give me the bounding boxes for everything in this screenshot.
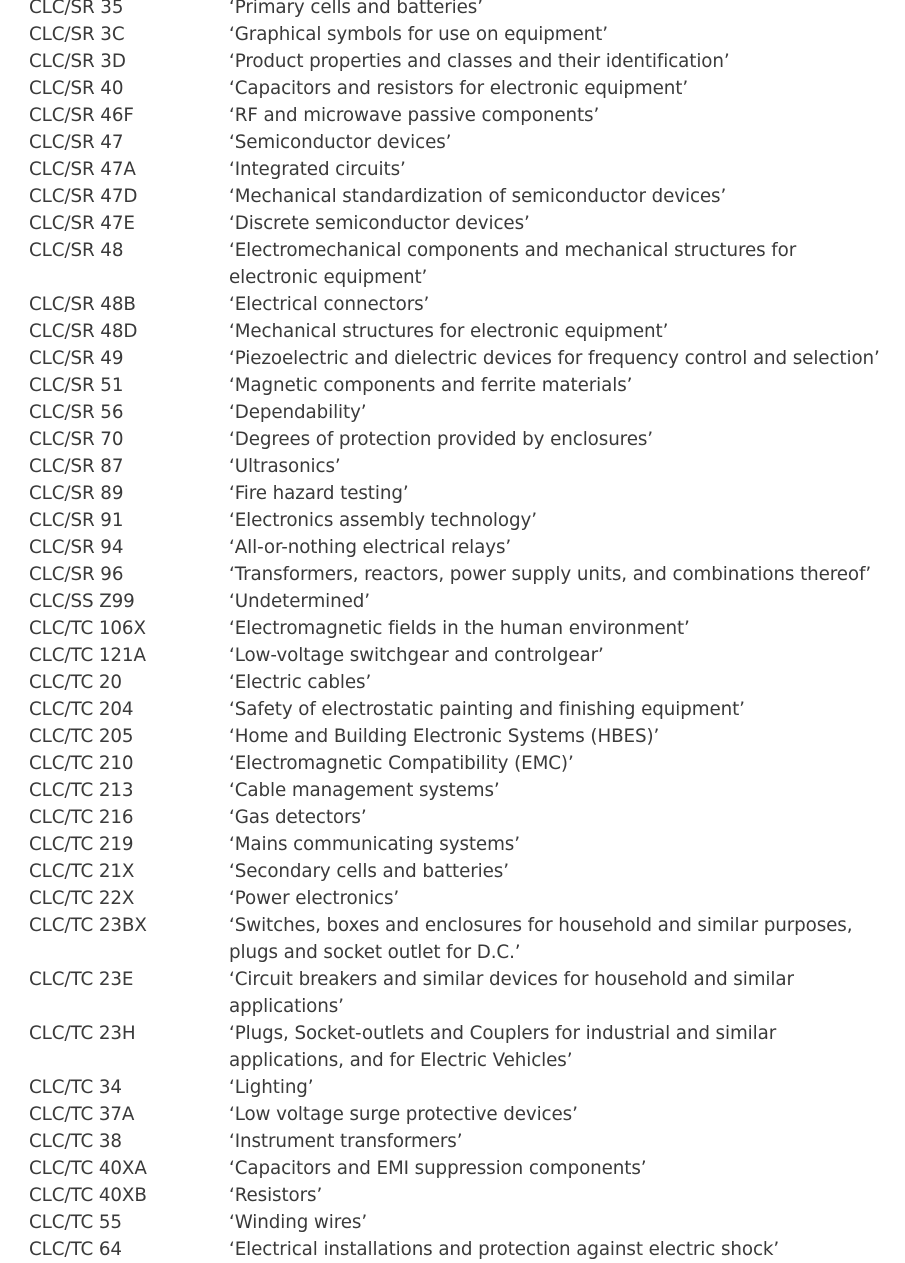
committee-title-line: ‘Integrated circuits’ [229, 159, 406, 180]
committee-code: CLC/TC 23BX [29, 915, 147, 936]
committee-code: CLC/TC 40XA [29, 1158, 147, 1179]
committee-title-line: ‘Electromechanical components and mechanical structures for [229, 240, 797, 261]
committee-code: CLC/SR 91 [29, 510, 124, 531]
committee-code: CLC/TC 216 [29, 807, 134, 828]
committee-title-line: ‘Degrees of protection provided by enclosures’ [229, 429, 653, 450]
committee-code: CLC/TC 21X [29, 861, 135, 882]
committee-title-line: ‘Primary cells and batteries’ [229, 0, 483, 18]
committee-code: CLC/SR 48 [29, 240, 124, 261]
committee-row [29, 642, 889, 669]
committee-row [29, 1209, 889, 1236]
committee-code: CLC/SR 3C [29, 24, 125, 45]
committee-title [229, 453, 889, 480]
committee-row [29, 237, 889, 291]
committee-title [229, 183, 889, 210]
committee-code: CLC/SR 48B [29, 294, 136, 315]
committee-title [229, 723, 889, 750]
committee-row [29, 48, 889, 75]
committee-code: CLC/SR 47A [29, 159, 136, 180]
committee-row [29, 912, 889, 966]
committee-title-line: ‘Switches, boxes and enclosures for household and similar purposes, [229, 915, 853, 936]
committee-title [229, 1020, 889, 1074]
committee-row [29, 534, 889, 561]
committee-title [229, 912, 889, 966]
committee-code: CLC/SR 51 [29, 375, 124, 396]
committee-title-line: ‘Resistors’ [229, 1185, 323, 1206]
committee-row [29, 21, 889, 48]
committee-title-line: ‘Low-voltage switchgear and controlgear’ [229, 645, 604, 666]
committee-title [229, 696, 889, 723]
committee-code: CLC/SR 49 [29, 348, 124, 369]
committee-title-line: applications’ [229, 996, 344, 1017]
committee-row [29, 129, 889, 156]
committee-row [29, 723, 889, 750]
committee-row [29, 588, 889, 615]
committee-code: CLC/TC 210 [29, 753, 134, 774]
committee-code: CLC/TC 37A [29, 1104, 135, 1125]
committee-title [229, 210, 889, 237]
committee-row [29, 507, 889, 534]
committee-row [29, 453, 889, 480]
committee-title-line: ‘Electromagnetic fields in the human environment’ [229, 618, 690, 639]
committee-row [29, 831, 889, 858]
committee-title [229, 1155, 889, 1182]
committee-title-line: ‘Mechanical standardization of semiconductor devices’ [229, 186, 727, 207]
committee-row [29, 372, 889, 399]
committee-title-line: ‘Electromagnetic Compatibility (EMC)’ [229, 753, 574, 774]
committee-row [29, 561, 889, 588]
committee-title-line: ‘Electrical installations and protection against electric shock’ [229, 1239, 780, 1260]
committee-title-line: ‘Plugs, Socket-outlets and Couplers for industrial and similar [229, 1023, 777, 1044]
committee-row [29, 399, 889, 426]
committee-code: CLC/TC 213 [29, 780, 134, 801]
committee-title [229, 1209, 889, 1236]
committee-code: CLC/TC 205 [29, 726, 134, 747]
committee-code: CLC/SR 87 [29, 456, 124, 477]
committee-code: CLC/SR 47E [29, 213, 135, 234]
committee-title-line: ‘Lighting’ [229, 1077, 314, 1098]
committee-row [29, 480, 889, 507]
committee-row [29, 183, 889, 210]
committee-title [229, 345, 889, 372]
committee-title [229, 237, 889, 291]
committee-title [229, 534, 889, 561]
committee-row [29, 669, 889, 696]
committee-title-line: electronic equipment’ [229, 267, 428, 288]
committee-row [29, 1236, 889, 1263]
committee-title-line: ‘Product properties and classes and their identification’ [229, 51, 730, 72]
committee-title [229, 804, 889, 831]
committee-title [229, 750, 889, 777]
committee-title-line: ‘Capacitors and EMI suppression components’ [229, 1158, 647, 1179]
committee-row [29, 426, 889, 453]
committee-code: CLC/SR 47 [29, 132, 124, 153]
committee-title-line: ‘Cable management systems’ [229, 780, 500, 801]
committee-title [229, 1074, 889, 1101]
committee-title-line: ‘Piezoelectric and dielectric devices for frequency control and selection’ [229, 348, 880, 369]
committee-title-line: ‘Mechanical structures for electronic equipment’ [229, 321, 669, 342]
committee-code: CLC/SR 94 [29, 537, 124, 558]
committee-row [29, 966, 889, 1020]
committee-title [229, 75, 889, 102]
committee-row [29, 858, 889, 885]
committee-title [229, 0, 889, 21]
committee-row [29, 750, 889, 777]
committee-title [229, 399, 889, 426]
committee-title [229, 507, 889, 534]
committee-code: CLC/SR 35 [29, 0, 124, 18]
committee-code: CLC/TC 55 [29, 1212, 122, 1233]
committee-title [229, 129, 889, 156]
committee-row [29, 1155, 889, 1182]
committee-title-line: ‘Circuit breakers and similar devices for household and similar [229, 969, 794, 990]
committee-title [229, 966, 889, 1020]
committee-row [29, 804, 889, 831]
committee-title [229, 1101, 889, 1128]
committee-title [229, 156, 889, 183]
committee-title-line: plugs and socket outlet for D.C.’ [229, 942, 521, 963]
committee-title [229, 858, 889, 885]
committee-code: CLC/TC 106X [29, 618, 146, 639]
committee-code: CLC/SS Z99 [29, 591, 135, 612]
committee-title-line: ‘Capacitors and resistors for electronic equipment’ [229, 78, 689, 99]
committee-code: CLC/TC 204 [29, 699, 134, 720]
committee-code: CLC/TC 23E [29, 969, 134, 990]
committee-code: CLC/TC 22X [29, 888, 135, 909]
committee-row [29, 102, 889, 129]
committee-title-line: applications, and for Electric Vehicles’ [229, 1050, 573, 1071]
committee-code: CLC/SR 70 [29, 429, 124, 450]
committee-title [229, 318, 889, 345]
committee-title [229, 1236, 889, 1263]
committee-title-line: ‘Mains communicating systems’ [229, 834, 520, 855]
committee-title-line: ‘Ultrasonics’ [229, 456, 341, 477]
committee-code: CLC/TC 34 [29, 1077, 122, 1098]
committee-title-line: ‘Electric cables’ [229, 672, 372, 693]
committee-title [229, 642, 889, 669]
committee-row [29, 1128, 889, 1155]
committee-title-line: ‘All-or-nothing electrical relays’ [229, 537, 512, 558]
committee-code: CLC/SR 47D [29, 186, 138, 207]
committee-title [229, 102, 889, 129]
committee-title-line: ‘Home and Building Electronic Systems (HBES)’ [229, 726, 660, 747]
committee-row [29, 75, 889, 102]
committee-row [29, 777, 889, 804]
committee-title [229, 885, 889, 912]
committee-code: CLC/TC 38 [29, 1131, 122, 1152]
committee-title [229, 777, 889, 804]
committee-code: CLC/SR 46F [29, 105, 134, 126]
committee-title [229, 1128, 889, 1155]
committee-row [29, 885, 889, 912]
committee-title [229, 291, 889, 318]
committee-code: CLC/SR 40 [29, 78, 124, 99]
committee-title-line: ‘Graphical symbols for use on equipment’ [229, 24, 608, 45]
committee-title [229, 480, 889, 507]
committee-row [29, 1101, 889, 1128]
committee-title-line: ‘Power electronics’ [229, 888, 400, 909]
committee-code: CLC/SR 96 [29, 564, 124, 585]
committee-code: CLC/TC 23H [29, 1023, 136, 1044]
committee-code: CLC/SR 56 [29, 402, 124, 423]
committee-title-line: ‘Winding wires’ [229, 1212, 368, 1233]
committee-title-line: ‘Electronics assembly technology’ [229, 510, 537, 531]
committee-row [29, 345, 889, 372]
committee-title [229, 21, 889, 48]
committee-title-line: ‘Semiconductor devices’ [229, 132, 452, 153]
committee-list [29, 0, 889, 1263]
committee-code: CLC/TC 64 [29, 1239, 122, 1260]
committee-row [29, 1182, 889, 1209]
committee-title [229, 831, 889, 858]
committee-title [229, 48, 889, 75]
committee-title-line: ‘Dependability’ [229, 402, 367, 423]
committee-title-line: ‘Secondary cells and batteries’ [229, 861, 509, 882]
committee-code: CLC/SR 48D [29, 321, 138, 342]
committee-title-line: ‘Discrete semiconductor devices’ [229, 213, 530, 234]
committee-title-line: ‘Undetermined’ [229, 591, 370, 612]
committee-title-line: ‘Magnetic components and ferrite materials’ [229, 375, 633, 396]
committee-title [229, 372, 889, 399]
committee-code: CLC/TC 40XB [29, 1185, 147, 1206]
committee-title-line: ‘Safety of electrostatic painting and finishing equipment’ [229, 699, 745, 720]
committee-row [29, 0, 889, 21]
committee-title-line: ‘Electrical connectors’ [229, 294, 430, 315]
committee-row [29, 318, 889, 345]
committee-code: CLC/SR 3D [29, 51, 126, 72]
committee-code: CLC/TC 219 [29, 834, 134, 855]
committee-row [29, 291, 889, 318]
committee-row [29, 615, 889, 642]
committee-title-line: ‘Gas detectors’ [229, 807, 367, 828]
committee-title [229, 561, 889, 588]
committee-code: CLC/TC 121A [29, 645, 146, 666]
committee-title-line: ‘Transformers, reactors, power supply units, and combinations thereof’ [229, 564, 872, 585]
committee-title-line: ‘RF and microwave passive components’ [229, 105, 600, 126]
committee-code: CLC/SR 89 [29, 483, 124, 504]
committee-title-line: ‘Instrument transformers’ [229, 1131, 463, 1152]
committee-title-line: ‘Low voltage surge protective devices’ [229, 1104, 578, 1125]
committee-title [229, 669, 889, 696]
committee-code: CLC/TC 20 [29, 672, 122, 693]
committee-title-line: ‘Fire hazard testing’ [229, 483, 409, 504]
committee-row [29, 156, 889, 183]
committee-title [229, 615, 889, 642]
committee-row [29, 696, 889, 723]
committee-row [29, 210, 889, 237]
committee-title [229, 426, 889, 453]
committee-title [229, 588, 889, 615]
committee-row [29, 1074, 889, 1101]
committee-row [29, 1020, 889, 1074]
committee-title [229, 1182, 889, 1209]
